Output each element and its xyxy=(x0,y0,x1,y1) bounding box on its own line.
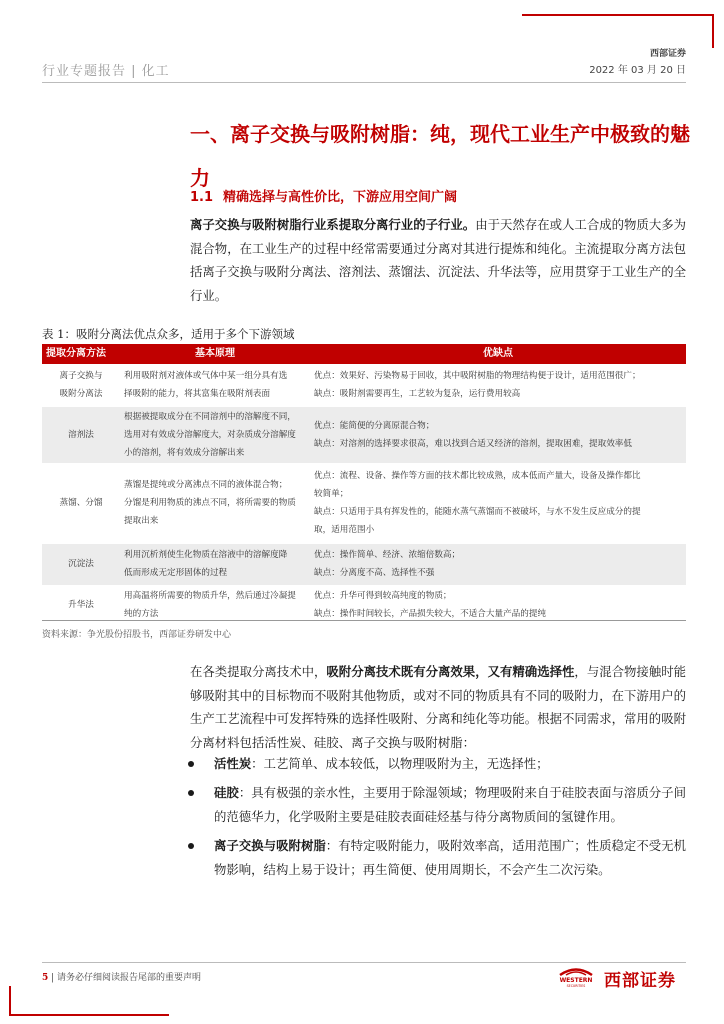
logo-sub-text: SECURITIES xyxy=(566,984,586,988)
method-cell: 离子交换与 吸附分离法 xyxy=(42,364,120,406)
table-row xyxy=(42,543,686,585)
corner-rule-right xyxy=(712,14,714,48)
corner-rule-bottom xyxy=(9,1014,169,1016)
intro-lead: 离子交换与吸附树脂行业系提取分离行业的子行业。 xyxy=(190,217,476,232)
pros-cons-cell: 优点：能简便的分离原混合物； 缺点：对溶剂的选择要求很高，难以找到合适又经济的溶剂，提取困难，提取效率低 xyxy=(310,406,686,463)
method-cell: 蒸馏、分馏 xyxy=(42,463,120,543)
method-cell: 升华法 xyxy=(42,585,120,625)
emphasis-text: 吸附分离技术既有分离效果，又有精确选择性 xyxy=(326,664,575,679)
pros-cons-cell: 优点：升华可得到较高纯度的物质； 缺点：操作时间较长，产品损失较大，不适合大量产品的提纯 xyxy=(310,585,686,625)
footer-divider xyxy=(42,962,686,963)
subsection-title: 精确选择与高性价比，下游应用空间广阔 xyxy=(223,190,458,205)
table-row xyxy=(42,585,686,625)
principle-cell: 根据被提取成分在不同溶剂中的溶解度不同， 选用对有效成分溶解度大，对杂质成分溶解度 小的溶剂，将有效成分溶解出来 xyxy=(120,406,310,463)
table-header-principle: 基本原理 xyxy=(120,344,310,364)
body-paragraph: 在各类提取分离技术中，吸附分离技术既有分离效果，又有精确选择性，与混合物接触时能够吸附其中的目标物而不吸附其他物质，或对不同的物质具有不同的吸附力，在下游用户的生产工艺流程中可发挥特殊的选择性吸附、分离和纯化等功能。根据不同需求，常用的吸附分离材料包括活性炭、硅胶、离子交换与吸附树脂： xyxy=(190,664,687,750)
bullet-icon xyxy=(188,761,194,767)
table-row xyxy=(42,364,686,406)
western-logo-icon xyxy=(556,966,596,988)
subsection-number: 1.1 xyxy=(190,190,214,205)
section-heading: 一、离子交换与吸附树脂：纯，现代工业生产中极致的魅力 xyxy=(190,122,690,190)
principle-cell: 利用吸附剂对液体或气体中某一组分具有选 择吸附的能力，将其富集在吸附剂表面 xyxy=(120,364,310,406)
list-item: 活性炭：工艺简单、成本较低，以物理吸附为主，无选择性； xyxy=(188,752,686,776)
corner-rule-top xyxy=(522,14,712,16)
bullet-icon xyxy=(188,790,194,796)
table-caption: 表 1：吸附分离法优点众多，适用于多个下游领域 xyxy=(42,327,295,341)
intro-paragraph xyxy=(190,213,686,307)
brand-logo-text: 西部证券 xyxy=(604,971,676,991)
principle-cell: 蒸馏是提纯或分离沸点不同的液体混合物； 分馏是利用物质的沸点不同，将所需要的物质 提取出来 xyxy=(120,463,310,543)
report-category: 行业专题报告 | 化工 xyxy=(42,64,170,79)
table-row xyxy=(42,463,686,543)
page-number: 5 xyxy=(42,973,49,983)
pros-cons-cell: 优点：流程、设备、操作等方面的技术都比较成熟，成本低而产量大，设备及操作都比 较简单； 缺点：只适用于具有挥发性的，能随水蒸气蒸馏而不被破坏，与水不发生反应成分的提 取，适用范围小 xyxy=(310,463,686,543)
table-row xyxy=(42,406,686,463)
disclaimer-text: 请务必仔细阅读报告尾部的重要声明 xyxy=(57,973,202,983)
footer-notice: 5 | 请务必仔细阅读报告尾部的重要声明 xyxy=(42,973,202,983)
pros-cons-cell: 优点：效果好、污染物易于回收，其中吸附树脂的物理结构便于设计，适用范围很广； 缺点：吸附剂需要再生，工艺较为复杂，运行费用较高 xyxy=(310,364,686,406)
list-item: 离子交换与吸附树脂：有特定吸附能力，吸附效率高，适用范围广；性质稳定不受无机物影响，结构上易于设计；再生简便、使用周期长，不会产生二次污染。 xyxy=(188,834,686,881)
subsection-heading xyxy=(190,186,457,205)
logo-en-text: WESTERN xyxy=(559,977,593,984)
table-bottom-rule xyxy=(42,620,686,621)
table-header-pros-cons: 优缺点 xyxy=(310,344,686,364)
list-item: 硅胶：具有极强的亲水性，主要用于除湿领域；物理吸附来自于硅胶表面与溶质分子间的范德华力，化学吸附主要是硅胶表面硅烃基与待分离物质间的氢键作用。 xyxy=(188,781,686,828)
bullet-icon xyxy=(188,843,194,849)
method-cell: 沉淀法 xyxy=(42,543,120,585)
report-date: 2022 年 03 月 20 日 xyxy=(589,65,686,76)
principle-cell: 用高温将所需要的物质升华，然后通过冷凝提 纯的方法 xyxy=(120,585,310,625)
method-cell: 溶剂法 xyxy=(42,406,120,463)
intro-body: 由于天然存在或人工合成的物质大多为混合物，在工业生产的过程中经常需要通过分离对其进行提炼和纯化。主流提取分离方法包括离子交换与吸附分离法、溶剂法、蒸馏法、沉淀法、升华法等，应用贯穿于工业生产的全行业。 xyxy=(190,217,687,303)
comparison-table xyxy=(42,344,686,626)
table-header-method: 提取分离方法 xyxy=(42,344,120,364)
pros-cons-cell: 优点：操作简单、经济、浓缩倍数高； 缺点：分离度不高、选择性不强 xyxy=(310,543,686,585)
principle-cell: 利用沉析剂使生化物质在溶液中的溶解度降 低而形成无定形固体的过程 xyxy=(120,543,310,585)
table-source: 资料来源：争光股份招股书，西部证券研发中心 xyxy=(42,630,232,640)
header-divider xyxy=(42,82,686,83)
header-brand: 西部证券 xyxy=(649,49,686,59)
corner-rule-left xyxy=(9,986,11,1016)
